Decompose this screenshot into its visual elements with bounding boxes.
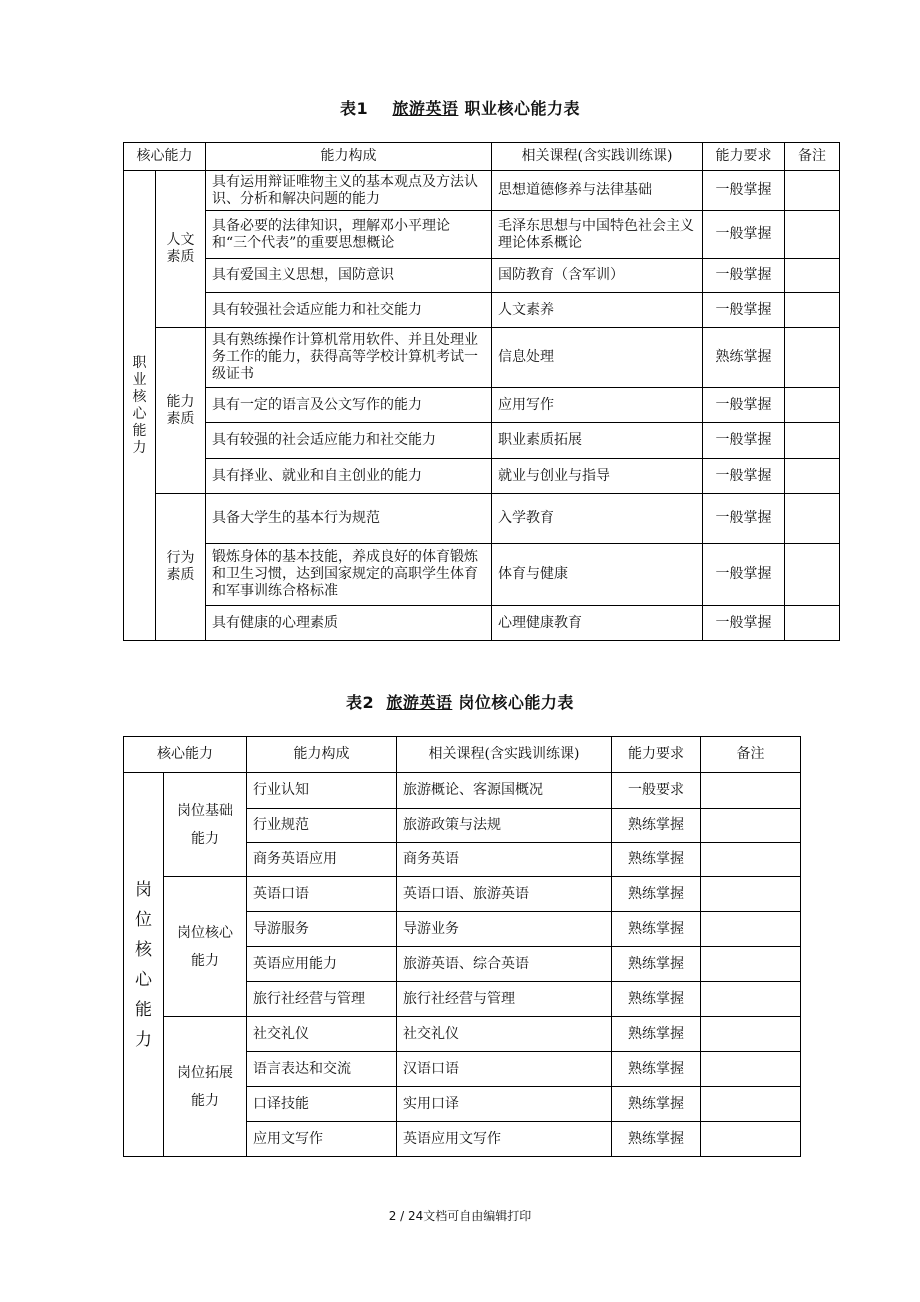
note-cell xyxy=(785,544,840,606)
ability-cell: 英语口语 xyxy=(247,877,397,912)
ability-cell: 锻炼身体的基本技能，养成良好的体育锻炼和卫生习惯，达到国家规定的高职学生体育和军事训练合格标准 xyxy=(206,544,492,606)
ability-cell: 英语应用能力 xyxy=(247,947,397,982)
course-cell: 社交礼仪 xyxy=(397,1017,612,1052)
requirement-cell: 一般要求 xyxy=(612,773,701,809)
table-row xyxy=(124,171,840,211)
requirement-cell: 一般掌握 xyxy=(703,606,785,641)
note-cell xyxy=(785,606,840,641)
ability-cell: 社交礼仪 xyxy=(247,1017,397,1052)
requirement-cell: 熟练掌握 xyxy=(612,809,701,843)
column-header: 能力构成 xyxy=(247,737,397,773)
table2-title-major: 旅游英语 xyxy=(386,693,453,712)
course-cell: 实用口译 xyxy=(397,1087,612,1122)
requirement-cell: 熟练掌握 xyxy=(703,328,785,388)
note-cell xyxy=(785,211,840,259)
course-cell: 就业与创业与指导 xyxy=(492,459,703,494)
requirement-cell: 熟练掌握 xyxy=(612,912,701,947)
table-row xyxy=(124,293,840,328)
core-group-label-text: 岗位核心能力 xyxy=(135,879,152,1050)
core-group-label xyxy=(124,171,156,641)
note-cell xyxy=(785,328,840,388)
requirement-cell: 一般掌握 xyxy=(703,171,785,211)
course-cell: 心理健康教育 xyxy=(492,606,703,641)
subgroup-label xyxy=(156,171,206,328)
ability-cell: 具有较强社会适应能力和社交能力 xyxy=(206,293,492,328)
subgroup-label: 岗位拓展能力 xyxy=(164,1017,247,1157)
table-row xyxy=(124,388,840,423)
requirement-cell: 一般掌握 xyxy=(703,459,785,494)
ability-cell: 具有择业、就业和自主创业的能力 xyxy=(206,459,492,494)
table1-title-major: 旅游英语 xyxy=(392,99,459,118)
ability-cell: 具有较强的社会适应能力和社交能力 xyxy=(206,423,492,459)
table-row xyxy=(124,606,840,641)
table2-title xyxy=(0,690,920,713)
subgroup-label: 岗位核心能力 xyxy=(164,877,247,1017)
requirement-cell: 熟练掌握 xyxy=(612,1052,701,1087)
course-cell: 旅游英语、综合英语 xyxy=(397,947,612,982)
core-group-label xyxy=(124,773,164,1157)
table-row xyxy=(124,1017,801,1052)
ability-cell: 行业认知 xyxy=(247,773,397,809)
note-cell xyxy=(701,947,801,982)
subgroup-label-text: 能力素质 xyxy=(166,393,195,427)
course-cell: 思想道德修养与法律基础 xyxy=(492,171,703,211)
course-cell: 人文素养 xyxy=(492,293,703,328)
requirement-cell: 一般掌握 xyxy=(703,544,785,606)
table-row xyxy=(124,877,801,912)
job-core-ability-table xyxy=(123,736,801,1157)
core-group-label-text: 职业核心能力 xyxy=(132,354,147,456)
table-row xyxy=(124,459,840,494)
table-row xyxy=(124,773,801,809)
ability-cell: 具有爱国主义思想，国防意识 xyxy=(206,259,492,293)
requirement-cell: 熟练掌握 xyxy=(612,1017,701,1052)
requirement-cell: 熟练掌握 xyxy=(612,843,701,877)
table-row xyxy=(124,494,840,544)
table1-title xyxy=(0,96,920,119)
subgroup-label-text: 人文素质 xyxy=(166,232,195,265)
note-cell xyxy=(785,259,840,293)
course-cell: 国防教育（含军训） xyxy=(492,259,703,293)
requirement-cell: 一般掌握 xyxy=(703,211,785,259)
requirement-cell: 熟练掌握 xyxy=(612,947,701,982)
course-cell: 旅游概论、客源国概况 xyxy=(397,773,612,809)
table1-title-suffix: 职业核心能力表 xyxy=(464,99,581,118)
subgroup-label: 岗位基础能力 xyxy=(164,773,247,877)
column-header: 核心能力 xyxy=(124,737,247,773)
ability-cell: 语言表达和交流 xyxy=(247,1052,397,1087)
subgroup-label xyxy=(156,328,206,494)
subgroup-label-text: 行为素质 xyxy=(166,550,195,583)
course-cell: 汉语口语 xyxy=(397,1052,612,1087)
note-cell xyxy=(701,1087,801,1122)
course-cell: 应用写作 xyxy=(492,388,703,423)
header-row xyxy=(124,737,801,773)
note-cell xyxy=(701,1122,801,1157)
table2-title-suffix: 岗位核心能力表 xyxy=(458,693,574,712)
ability-cell: 具有熟练操作计算机常用软件、并且处理业务工作的能力，获得高等学校计算机考试一级证书 xyxy=(206,328,492,388)
note-cell xyxy=(701,843,801,877)
ability-cell: 具有运用辩证唯物主义的基本观点及方法认识、分析和解决问题的能力 xyxy=(206,171,492,211)
note-cell xyxy=(701,809,801,843)
column-header: 相关课程(含实践训练课) xyxy=(397,737,612,773)
course-cell: 信息处理 xyxy=(492,328,703,388)
ability-cell: 旅行社经营与管理 xyxy=(247,982,397,1017)
column-header: 相关课程(含实践训练课) xyxy=(492,143,703,171)
ability-cell: 具备必要的法律知识，理解邓小平理论和“三个代表”的重要思想概论 xyxy=(206,211,492,259)
column-header: 能力要求 xyxy=(612,737,701,773)
course-cell: 英语应用文写作 xyxy=(397,1122,612,1157)
ability-cell: 商务英语应用 xyxy=(247,843,397,877)
course-cell: 毛泽东思想与中国特色社会主义理论体系概论 xyxy=(492,211,703,259)
vocational-core-ability-table xyxy=(123,142,840,641)
requirement-cell: 一般掌握 xyxy=(703,388,785,423)
course-cell: 旅行社经营与管理 xyxy=(397,982,612,1017)
requirement-cell: 熟练掌握 xyxy=(612,877,701,912)
course-cell: 商务英语 xyxy=(397,843,612,877)
table1-title-prefix: 表1 xyxy=(339,99,369,118)
header-row xyxy=(124,143,840,171)
note-cell xyxy=(701,912,801,947)
note-cell xyxy=(785,423,840,459)
note-cell xyxy=(701,773,801,809)
course-cell: 英语口语、旅游英语 xyxy=(397,877,612,912)
requirement-cell: 一般掌握 xyxy=(703,259,785,293)
note-cell xyxy=(701,982,801,1017)
course-cell: 职业素质拓展 xyxy=(492,423,703,459)
course-cell: 旅游政策与法规 xyxy=(397,809,612,843)
requirement-cell: 一般掌握 xyxy=(703,423,785,459)
requirement-cell: 一般掌握 xyxy=(703,293,785,328)
ability-cell: 应用文写作 xyxy=(247,1122,397,1157)
course-cell: 入学教育 xyxy=(492,494,703,544)
note-cell xyxy=(785,293,840,328)
ability-cell: 具有健康的心理素质 xyxy=(206,606,492,641)
column-header: 核心能力 xyxy=(124,143,206,171)
note-cell xyxy=(785,459,840,494)
table-row xyxy=(124,544,840,606)
table2-title-prefix: 表2 xyxy=(346,693,375,712)
course-cell: 体育与健康 xyxy=(492,544,703,606)
requirement-cell: 熟练掌握 xyxy=(612,982,701,1017)
column-header: 备注 xyxy=(701,737,801,773)
ability-cell: 行业规范 xyxy=(247,809,397,843)
table-row xyxy=(124,423,840,459)
note-cell xyxy=(785,388,840,423)
note-cell xyxy=(785,494,840,544)
ability-cell: 导游服务 xyxy=(247,912,397,947)
column-header: 备注 xyxy=(785,143,840,171)
requirement-cell: 一般掌握 xyxy=(703,494,785,544)
note-cell xyxy=(701,1017,801,1052)
table-row xyxy=(124,259,840,293)
ability-cell: 具有一定的语言及公文写作的能力 xyxy=(206,388,492,423)
table-row xyxy=(124,328,840,388)
ability-cell: 口译技能 xyxy=(247,1087,397,1122)
column-header: 能力构成 xyxy=(206,143,492,171)
note-cell xyxy=(701,877,801,912)
note-cell xyxy=(701,1052,801,1087)
requirement-cell: 熟练掌握 xyxy=(612,1122,701,1157)
note-cell xyxy=(785,171,840,211)
table-row xyxy=(124,211,840,259)
course-cell: 导游业务 xyxy=(397,912,612,947)
ability-cell: 具备大学生的基本行为规范 xyxy=(206,494,492,544)
subgroup-label xyxy=(156,494,206,641)
page-footer: 2 / 24文档可自由编辑打印 xyxy=(388,1209,532,1223)
requirement-cell: 熟练掌握 xyxy=(612,1087,701,1122)
column-header: 能力要求 xyxy=(703,143,785,171)
